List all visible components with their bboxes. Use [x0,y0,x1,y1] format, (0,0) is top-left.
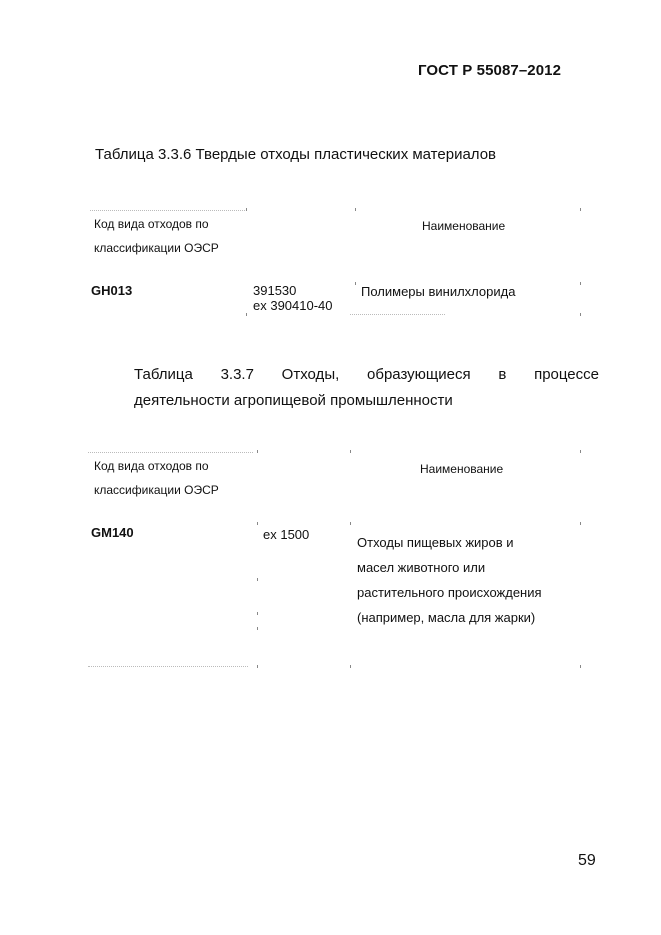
table-2-tick [257,612,258,615]
table-2-row-number: ex 1500 [263,527,310,542]
table-1-row-number: 391530 [253,283,297,298]
table-2-tick [580,665,581,668]
table-1-header-code-line1: Код вида отходов по [94,217,209,231]
table-2-row-name-line: растительного происхождения [357,585,542,600]
table-1-tick [246,313,247,316]
table-2-header-name: Наименование [420,462,504,476]
table-2-tick [580,522,581,525]
table-2-tick [257,450,258,453]
table-2-tick [580,450,581,453]
table-1-header-name: Наименование [422,219,506,233]
table-1-tick [580,282,581,285]
table-2-caption-line2: деятельности агропищевой промышленности [134,392,453,409]
table-2-caption-line1: Таблица 3.3.7 Отходы, образующиеся в процессе [134,366,599,383]
table-1-tick [355,282,356,285]
document-code: ГОСТ Р 55087–2012 [418,62,562,79]
table-2-tick [350,522,351,525]
table-2-row-name-line: (например, масла для жарки) [357,610,536,625]
table-1-bottom-rule [350,314,445,316]
table-2-row-name [357,530,542,630]
table-1-caption: Таблица 3.3.6 Твердые отходы пластических материалов [95,146,497,163]
table-1-row-number-ex: ex 390410-40 [253,298,333,313]
table-2-header-code-line1: Код вида отходов по [94,459,209,473]
table-2-tick [257,627,258,630]
table-2-tick [257,578,258,581]
table-1-row-name: Полимеры винилхлорида [361,284,516,299]
table-1-tick [580,208,581,211]
table-2-row-name-line: масел животного или [357,560,486,575]
table-2-tick [350,665,351,668]
table-1-tick [355,208,356,211]
table-1-header-code-line2: классификации ОЭСР [94,241,219,255]
table-2-header-code-line2: классификации ОЭСР [94,483,219,497]
table-1-row-code: GH013 [91,283,133,298]
table-2-tick [257,522,258,525]
page-number: 59 [578,852,596,869]
table-2-row-code: GM140 [91,525,134,540]
table-2-tick [350,450,351,453]
table-1-tick [580,313,581,316]
table-2-row-name-line: Отходы пищевых жиров и [357,535,514,550]
table-2-bottom-rule [88,666,248,668]
table-2-tick [257,665,258,668]
table-1-tick [246,208,247,211]
